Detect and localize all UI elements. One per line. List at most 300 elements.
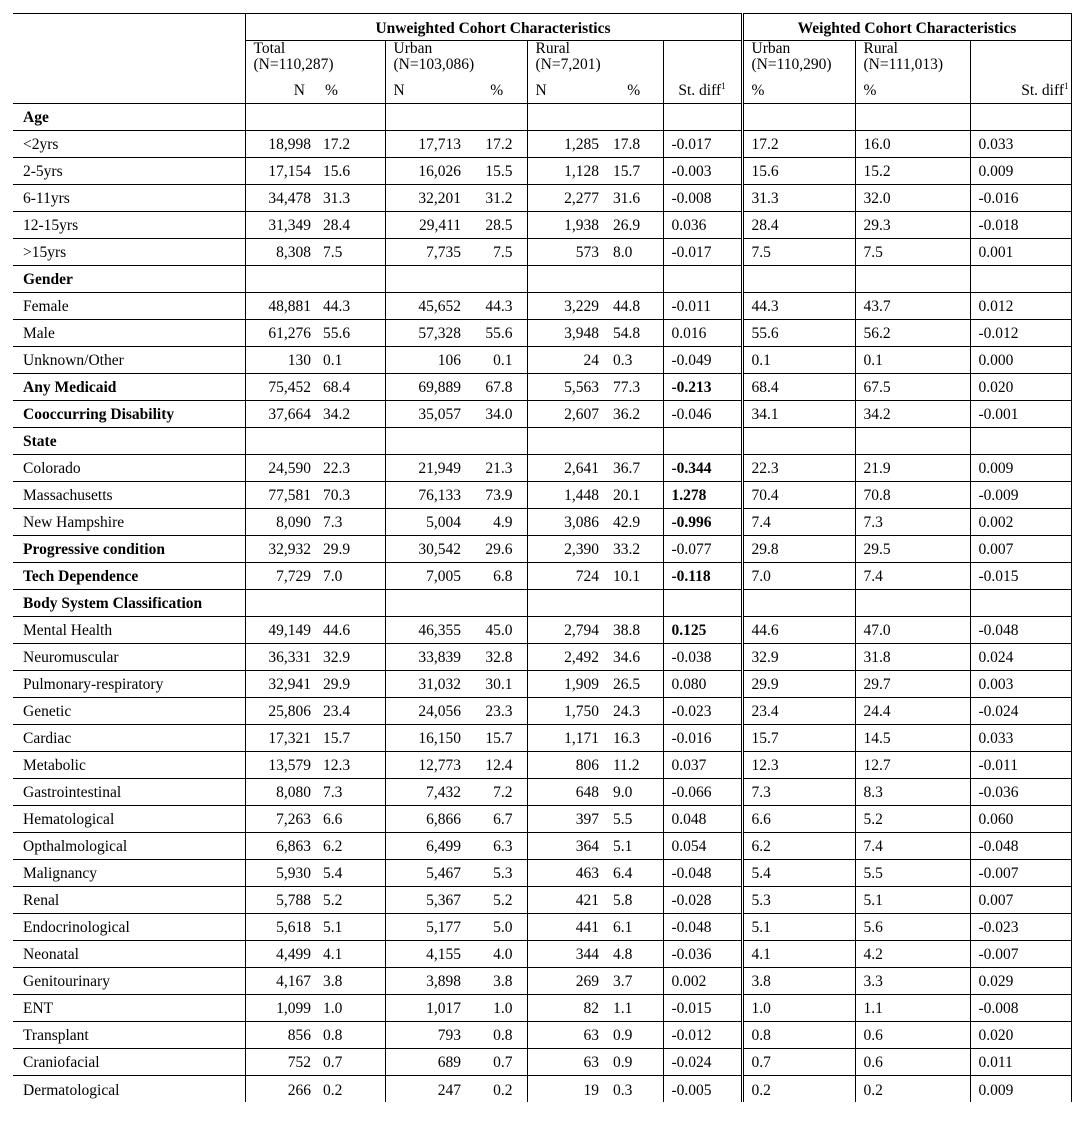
- cell-un: 3,898: [385, 967, 467, 994]
- cell-sd: 1.278: [663, 481, 742, 508]
- cell-sd: [663, 589, 742, 616]
- cell-rn: 2,277: [527, 184, 605, 211]
- cell-up: 5.3: [467, 859, 527, 886]
- cell-tn: [245, 589, 317, 616]
- cell-wr: 29.3: [855, 211, 970, 238]
- table-row: [13, 967, 1071, 994]
- cell-wu: [742, 103, 855, 130]
- cell-un: 106: [385, 346, 467, 373]
- cell-rp: 20.1: [605, 481, 663, 508]
- cell-wr: [855, 103, 970, 130]
- cell-wsd: 0.001: [970, 238, 1071, 265]
- row-label: Dermatological: [13, 1075, 245, 1102]
- cell-up: 6.8: [467, 562, 527, 589]
- cell-sd: 0.048: [663, 805, 742, 832]
- cell-tn: 6,863: [245, 832, 317, 859]
- cell-un: 33,839: [385, 643, 467, 670]
- cell-rp: 44.8: [605, 292, 663, 319]
- cell-rn: 3,086: [527, 508, 605, 535]
- cell-rn: 3,229: [527, 292, 605, 319]
- cell-wr: 16.0: [855, 130, 970, 157]
- cell-up: 67.8: [467, 373, 527, 400]
- cell-tn: 8,090: [245, 508, 317, 535]
- cell-tn: 32,941: [245, 670, 317, 697]
- total-column-header: Total (N=110,287): [245, 41, 385, 77]
- cell-rn: 463: [527, 859, 605, 886]
- cell-rn: 1,285: [527, 130, 605, 157]
- cell-tn: 48,881: [245, 292, 317, 319]
- cell-rp: 0.9: [605, 1048, 663, 1075]
- cell-un: 793: [385, 1021, 467, 1048]
- table-row: [13, 670, 1071, 697]
- section-label: State: [13, 427, 245, 454]
- table-row: [13, 940, 1071, 967]
- cell-rp: [605, 589, 663, 616]
- cell-wu: 55.6: [742, 319, 855, 346]
- cell-wr: 34.2: [855, 400, 970, 427]
- cell-rp: 33.2: [605, 535, 663, 562]
- cell-tp: 15.6: [317, 157, 385, 184]
- cell-tn: 24,590: [245, 454, 317, 481]
- cell-sd: [663, 427, 742, 454]
- cell-rp: 54.8: [605, 319, 663, 346]
- row-label: Craniofacial: [13, 1048, 245, 1075]
- row-label: Mental Health: [13, 616, 245, 643]
- cell-tn: 1,099: [245, 994, 317, 1021]
- cell-un: 7,432: [385, 778, 467, 805]
- cell-sd: -0.017: [663, 130, 742, 157]
- urban-column-header: Urban (N=103,086): [385, 41, 527, 77]
- cell-tn: 34,478: [245, 184, 317, 211]
- cell-up: 23.3: [467, 697, 527, 724]
- total-n-header: N: [245, 76, 317, 103]
- table-row: [13, 346, 1071, 373]
- cell-sd: -0.012: [663, 1021, 742, 1048]
- cell-rp: 42.9: [605, 508, 663, 535]
- cell-wr: 7.5: [855, 238, 970, 265]
- table-row: [13, 319, 1071, 346]
- cell-sd: 0.036: [663, 211, 742, 238]
- cell-un: 247: [437, 1081, 461, 1099]
- cell-wr: [855, 589, 970, 616]
- weighted-stdiff-header: St. diff$^1$: [970, 76, 1071, 103]
- cell-up: 21.3: [467, 454, 527, 481]
- cell-wu: [742, 589, 855, 616]
- cell-tp: [317, 427, 385, 454]
- cell-sd: -0.023: [663, 697, 742, 724]
- row-label: Endocrinological: [13, 913, 245, 940]
- cell-rp: 8.0: [605, 238, 663, 265]
- table-row: [13, 913, 1071, 940]
- cell-tp: 0.7: [317, 1048, 385, 1075]
- row-label: Any Medicaid: [13, 373, 245, 400]
- table-row: [13, 1048, 1071, 1075]
- cell-wsd: 0.003: [970, 670, 1071, 697]
- cell-rn: 724: [527, 562, 605, 589]
- cell-tn: 17,154: [245, 157, 317, 184]
- cell-wr: 15.2: [855, 157, 970, 184]
- cell-up: 12.4: [467, 751, 527, 778]
- cell-wr: 14.5: [855, 724, 970, 751]
- cell-wu: [742, 265, 855, 292]
- cell-wr: 5.2: [855, 805, 970, 832]
- cell-wsd: -0.016: [970, 184, 1071, 211]
- cell-wsd: [970, 265, 1071, 292]
- cell-wu: [742, 427, 855, 454]
- cell-tp: 32.9: [317, 643, 385, 670]
- cell-wsd: -0.011: [970, 751, 1071, 778]
- cell-sd: -0.118: [663, 562, 742, 589]
- cell-tn: 77,581: [245, 481, 317, 508]
- table-row: [13, 184, 1071, 211]
- cell-up: 4.9: [467, 508, 527, 535]
- weighted-rural-pct-header: %: [855, 76, 970, 103]
- cell-wr: 7.4: [855, 832, 970, 859]
- corner-cell: [13, 14, 245, 41]
- cell-wu: 68.4: [742, 373, 855, 400]
- cell-un: 45,652: [385, 292, 467, 319]
- row-label: 6-11yrs: [13, 184, 245, 211]
- cell-rn: 1,128: [527, 157, 605, 184]
- cell-tn: 5,618: [245, 913, 317, 940]
- section-row: [13, 265, 1071, 292]
- row-label: Colorado: [13, 454, 245, 481]
- row-label: Opthalmological: [13, 832, 245, 859]
- cell-tn: 36,331: [245, 643, 317, 670]
- cell-rn: [527, 427, 605, 454]
- cell-wr: 5.5: [855, 859, 970, 886]
- cell-tn: 7,263: [245, 805, 317, 832]
- cell-wu: 5.1: [742, 913, 855, 940]
- cell-wr: 5.1: [855, 886, 970, 913]
- cell-wu: 23.4: [742, 697, 855, 724]
- cell-tn: [245, 265, 317, 292]
- rural-column-header: Rural (N=7,201): [527, 41, 663, 77]
- cell-sd: -0.049: [663, 346, 742, 373]
- cell-wr: 32.0: [855, 184, 970, 211]
- cell-wu: 70.4: [742, 481, 855, 508]
- cell-wsd: -0.015: [970, 562, 1071, 589]
- cell-wsd: -0.012: [970, 319, 1071, 346]
- cell-wr: 24.4: [855, 697, 970, 724]
- cell-sd: -0.048: [663, 859, 742, 886]
- cell-un: 57,328: [385, 319, 467, 346]
- cell-rn: 397: [527, 805, 605, 832]
- cell-wu: 7.5: [742, 238, 855, 265]
- unweighted-group-header: Unweighted Cohort Characteristics: [245, 14, 742, 41]
- cell-sd: -0.077: [663, 535, 742, 562]
- cell-rp: 77.3: [605, 373, 663, 400]
- cell-rn: 5,563: [527, 373, 605, 400]
- cell-wu: 0.2: [742, 1075, 855, 1102]
- cell-rp: 10.1: [605, 562, 663, 589]
- cell-rn: 1,938: [527, 211, 605, 238]
- weighted-urban-pct-header: %: [742, 76, 855, 103]
- cell-tn: 8,308: [245, 238, 317, 265]
- cell-tp: 4.1: [317, 940, 385, 967]
- row-label: Cardiac: [13, 724, 245, 751]
- cell-tp: 44.6: [317, 616, 385, 643]
- cohort-table-container: [13, 13, 1072, 1102]
- group-header-row: [13, 14, 1071, 41]
- cell-un: 6,499: [385, 832, 467, 859]
- cell-un: 12,773: [385, 751, 467, 778]
- row-label: Hematological: [13, 805, 245, 832]
- cell-rn: 63: [527, 1021, 605, 1048]
- cell-wsd: 0.002: [970, 508, 1071, 535]
- table-row: [13, 643, 1071, 670]
- cell-tp: 29.9: [317, 535, 385, 562]
- cell-wsd: 0.020: [970, 373, 1071, 400]
- cell-wu: 5.4: [742, 859, 855, 886]
- cell-tn: 75,452: [245, 373, 317, 400]
- cell-wr: 1.1: [855, 994, 970, 1021]
- cell-wu: 3.8: [742, 967, 855, 994]
- row-label: Transplant: [13, 1021, 245, 1048]
- cell-rp: 26.5: [605, 670, 663, 697]
- row-label: Renal: [13, 886, 245, 913]
- cell-up: 45.0: [467, 616, 527, 643]
- row-label: Genetic: [13, 697, 245, 724]
- cell-rp: [605, 265, 663, 292]
- cell-rp: 0.3: [605, 1075, 663, 1102]
- cell-tn: 8,080: [245, 778, 317, 805]
- row-label: ENT: [13, 994, 245, 1021]
- cell-sd: -0.036: [663, 940, 742, 967]
- cell-up: 7.2: [467, 778, 527, 805]
- cell-rn: 1,171: [527, 724, 605, 751]
- cell-tp: [317, 265, 385, 292]
- cell-rp: 0.3: [605, 346, 663, 373]
- cell-up: 5.2: [467, 886, 527, 913]
- section-row: [13, 589, 1071, 616]
- cell-tp: 7.0: [317, 562, 385, 589]
- table-row: [13, 859, 1071, 886]
- cell-wsd: 0.009: [970, 1075, 1071, 1102]
- cell-rn: [527, 265, 605, 292]
- cell-tn: 31,349: [245, 211, 317, 238]
- cell-wr: 7.3: [855, 508, 970, 535]
- cell-wr: [855, 265, 970, 292]
- cell-wr: 31.8: [855, 643, 970, 670]
- cell-un: 689: [385, 1048, 467, 1075]
- cell-wr: 67.5: [855, 373, 970, 400]
- row-label: 2-5yrs: [13, 157, 245, 184]
- cell-un: 31,032: [385, 670, 467, 697]
- stat-header-row: [13, 76, 1071, 103]
- row-label: 12-15yrs: [13, 211, 245, 238]
- cell-wr: 7.4: [855, 562, 970, 589]
- cell-tp: 5.4: [317, 859, 385, 886]
- cell-tp: 5.1: [317, 913, 385, 940]
- cell-rn: 269: [527, 967, 605, 994]
- cell-un: 1,017: [385, 994, 467, 1021]
- cell-tp: 68.4: [317, 373, 385, 400]
- cell-tn: 752: [245, 1048, 317, 1075]
- cell-tp: 7.3: [317, 778, 385, 805]
- cell-tn: 5,788: [245, 886, 317, 913]
- cell-wu: 0.7: [742, 1048, 855, 1075]
- cell-wu: 15.6: [742, 157, 855, 184]
- table-row: [13, 886, 1071, 913]
- cell-wr: 0.6: [855, 1021, 970, 1048]
- table-row: [13, 238, 1071, 265]
- cell-rn: 3,948: [527, 319, 605, 346]
- cell-wsd: -0.001: [970, 400, 1071, 427]
- cell-up: 15.7: [467, 724, 527, 751]
- weighted-urban-column-header: Urban (N=110,290): [742, 41, 855, 77]
- cell-wsd: [970, 589, 1071, 616]
- cell-wr: [855, 427, 970, 454]
- cell-sd: -0.028: [663, 886, 742, 913]
- cell-up: 0.2: [467, 1075, 527, 1102]
- cell-up: [467, 427, 527, 454]
- cell-tn: 13,579: [245, 751, 317, 778]
- cell-tn: 18,998: [245, 130, 317, 157]
- cell-rp: 38.8: [605, 616, 663, 643]
- cell-rp: 1.1: [605, 994, 663, 1021]
- cell-sd: 0.080: [663, 670, 742, 697]
- table-row: [13, 130, 1071, 157]
- section-row: [13, 427, 1071, 454]
- cell-up: 30.1: [467, 670, 527, 697]
- cell-up: 73.9: [467, 481, 527, 508]
- cell-tn: 17,321: [245, 724, 317, 751]
- cell-up: [467, 265, 527, 292]
- cell-rn: [527, 589, 605, 616]
- cell-wu: 6.2: [742, 832, 855, 859]
- row-label: >15yrs: [13, 238, 245, 265]
- cell-up: 29.6: [467, 535, 527, 562]
- cell-up: 32.8: [467, 643, 527, 670]
- cell-wu: 12.3: [742, 751, 855, 778]
- cell-rp: [605, 103, 663, 130]
- cell-rn: 806: [527, 751, 605, 778]
- cell-up: 17.2: [467, 130, 527, 157]
- cell-rn: 19: [583, 1081, 599, 1099]
- cell-up: [467, 589, 527, 616]
- cell-up: 0.8: [467, 1021, 527, 1048]
- cell-rp: 24.3: [605, 697, 663, 724]
- table-row: [13, 535, 1071, 562]
- cell-wsd: -0.024: [970, 697, 1071, 724]
- cell-rp: 4.8: [605, 940, 663, 967]
- table-row: [13, 157, 1071, 184]
- cell-rn: 344: [527, 940, 605, 967]
- table-row: [13, 751, 1071, 778]
- cell-un: 30,542: [385, 535, 467, 562]
- rural-n-header: N: [527, 76, 605, 103]
- cell-up: 44.3: [467, 292, 527, 319]
- table-body: [13, 103, 1071, 1102]
- cell-sd: [663, 265, 742, 292]
- cell-rn: 2,492: [527, 643, 605, 670]
- row-label: Malignancy: [13, 859, 245, 886]
- cell-wr: 29.7: [855, 670, 970, 697]
- cell-sd: -0.996: [663, 508, 742, 535]
- table-row: [13, 454, 1071, 481]
- cell-tp: 15.7: [317, 724, 385, 751]
- cell-wu: 44.3: [742, 292, 855, 319]
- section-label: Gender: [13, 265, 245, 292]
- cell-up: 0.1: [467, 346, 527, 373]
- cell-tp: 0.8: [317, 1021, 385, 1048]
- cell-wu: 15.7: [742, 724, 855, 751]
- row-label: Neuromuscular: [13, 643, 245, 670]
- cell-wu: 44.6: [742, 616, 855, 643]
- cell-tp: 3.8: [317, 967, 385, 994]
- cell-wu: 22.3: [742, 454, 855, 481]
- cell-un: 21,949: [385, 454, 467, 481]
- cell-rp: 5.5: [605, 805, 663, 832]
- cell-wsd: 0.000: [970, 346, 1071, 373]
- cell-wu: 32.9: [742, 643, 855, 670]
- cell-rp: 26.9: [605, 211, 663, 238]
- cell-tp: 12.3: [317, 751, 385, 778]
- row-label: New Hampshire: [13, 508, 245, 535]
- cell-wsd: -0.018: [970, 211, 1071, 238]
- cell-up: 31.2: [467, 184, 527, 211]
- cell-sd: 0.125: [663, 616, 742, 643]
- total-pct-header: %: [317, 76, 385, 103]
- cell-rn: 1,909: [527, 670, 605, 697]
- cell-rn: 1,448: [527, 481, 605, 508]
- cell-tp: 22.3: [317, 454, 385, 481]
- cohort-characteristics-table: [13, 13, 1072, 1102]
- table-row: [13, 832, 1071, 859]
- row-label: Pulmonary-respiratory: [13, 670, 245, 697]
- cell-wu: 0.8: [742, 1021, 855, 1048]
- cell-sd: 0.037: [663, 751, 742, 778]
- cell-sd: -0.024: [663, 1048, 742, 1075]
- row-label: Massachusetts: [13, 481, 245, 508]
- cell-un: 5,004: [385, 508, 467, 535]
- cell-wu: 7.3: [742, 778, 855, 805]
- row-label: Gastrointestinal: [13, 778, 245, 805]
- row-label: Tech Dependence: [13, 562, 245, 589]
- cell-wu: 29.8: [742, 535, 855, 562]
- cell-wsd: 0.033: [970, 130, 1071, 157]
- cell-wr: 43.7: [855, 292, 970, 319]
- cell-tn: 4,499: [245, 940, 317, 967]
- cell-rn: 82: [527, 994, 605, 1021]
- cell-tp: [317, 103, 385, 130]
- cell-wr: 0.6: [855, 1048, 970, 1075]
- cell-tp: 44.3: [317, 292, 385, 319]
- table-row: [13, 994, 1071, 1021]
- cell-sd: 0.054: [663, 832, 742, 859]
- table-row: [13, 481, 1071, 508]
- cell-tp: 1.0: [317, 994, 385, 1021]
- cell-tn: 49,149: [245, 616, 317, 643]
- cell-tn: [245, 103, 317, 130]
- cell-un: 4,155: [385, 940, 467, 967]
- cell-wr: 4.2: [855, 940, 970, 967]
- cell-up: 55.6: [467, 319, 527, 346]
- cell-rn: 421: [527, 886, 605, 913]
- cell-wu: 5.3: [742, 886, 855, 913]
- cell-wsd: 0.012: [970, 292, 1071, 319]
- cell-rn: 573: [527, 238, 605, 265]
- table-row: [13, 400, 1071, 427]
- cell-sd: -0.003: [663, 157, 742, 184]
- cell-tn: 7,729: [245, 562, 317, 589]
- cell-tp: 6.6: [317, 805, 385, 832]
- cell-tp: 6.2: [317, 832, 385, 859]
- cell-wsd: -0.023: [970, 913, 1071, 940]
- cell-un: 24,056: [385, 697, 467, 724]
- row-label: Neonatal: [13, 940, 245, 967]
